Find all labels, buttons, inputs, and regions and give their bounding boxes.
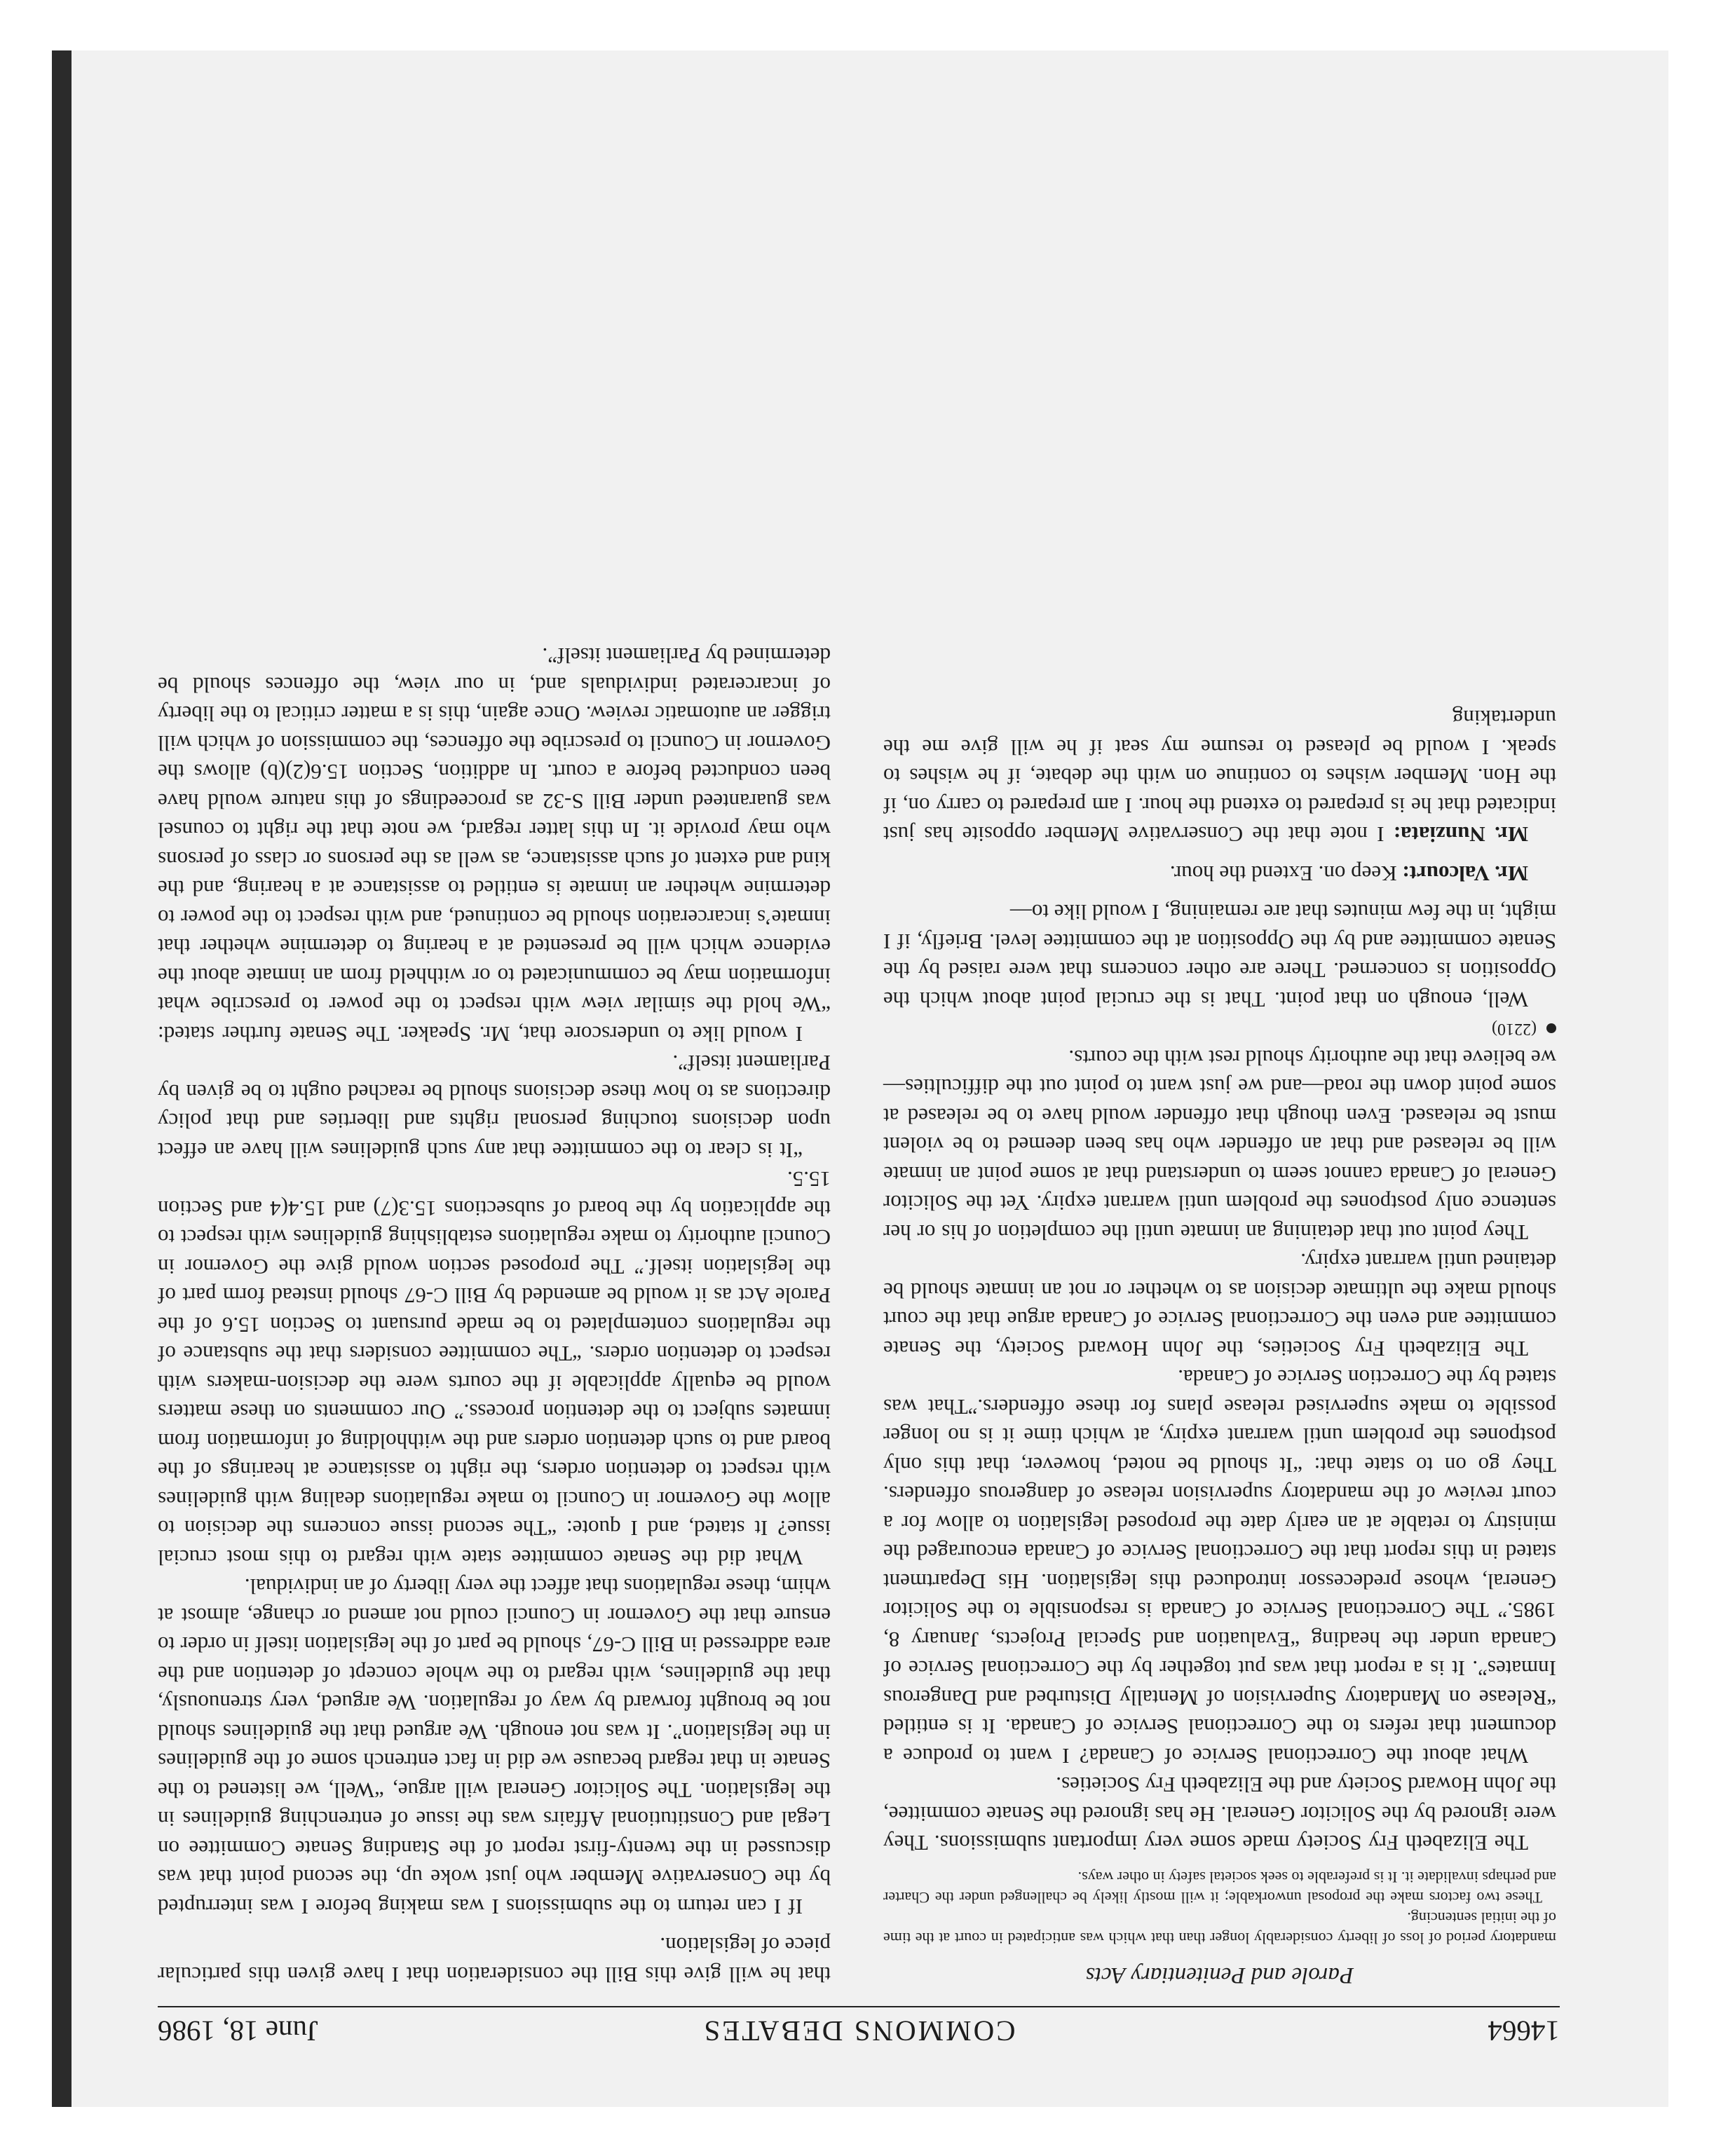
speaker-name: Mr. Nunziata: [1393, 822, 1528, 847]
quoted-note-line: mandatory period of loss of liberty considerably longer than that which was anticipated in court at the time of the initial sentencing. [883, 1909, 1556, 1948]
paragraph: They point out that detaining an inmate until the completion of his or her sentence only postpones the problem until warrant expiry. Yet the Solicitor General of Canada cannot seem to understand that at some point an inmate will be released and that an offender who has been deemed to be violent must be released. Even though that offender would have to be released at some point down the road—and we just want to point out the difficulties—we believe that the authority should rest with the courts. [883, 1046, 1556, 1245]
time-stamp [883, 1014, 1556, 1044]
sitting-date: June 18, 1986 [158, 2015, 318, 2047]
paragraph: that he will give this Bill the consideration that I have given this particular piece of legislation. [158, 1933, 831, 1987]
paragraph: If I can return to the submissions I was making before I was interrupted by the Conservative Member who just woke up, the second point that was discussed in the twenty-first report of the Standing Senate Committee on Legal and Constitutional Affairs was the issue of entrenching guidelines in the legislation. The Solicitor General will argue, “Well, we listened to the Senate in that regard because we did in fact entrench some of the guidelines in the legislation”. It was not enough. We argued that the guidelines should not be brought forward by way of regulation. We argued, very strenuously, that the guidelines, with regard to the whole concept of detention and the area addressed in Bill C-67, should be part of the legislation itself in order to ensure that the Governor in Council could not amend or change, almost at whim, these regulations that affect the very liberty of an individual. [158, 1574, 831, 1919]
page-header [158, 2006, 1560, 2049]
right-column [158, 641, 831, 1989]
paragraph: The Elizabeth Fry Society made some very important submissions. They were ignored by the Solicitor General. He has ignored the Senate committee, the John Howard Society and the Elizabeth Fry Societies. [883, 1773, 1556, 1856]
bullet-icon [1546, 1023, 1556, 1033]
paragraph: “It is clear to the committee that any such guidelines will have an effect upon decisions touching personal rights and liberties and that policy directions as to how these decisions should be reached ought to be given by Parliament itself”. [158, 1051, 831, 1163]
paragraph: What did the Senate committee state with regard to this most crucial issue? It stated, and I quote: “The second issue concerns the decision to allow the Governor in Council to make regulations dealing with guidelines with respect to detention orders, the right to assistance at hearings of the board and to such detention orders and the withholding of information from inmates subject to the detention process.” Our comments on these matters would be equally applicable if the courts were the decision-makers with respect to detention orders. “The committee considers that the substance of the regulations contemplated to be made pursuant to Section 15.6 of the Parole Act as it would be amended by Bill C-67 should instead form part of the legislation itself.” The proposed section would give the Governor in Council authority to make regulations establishing guidelines with respect to the application by the board of subsections 15.3(7) and 15.4(4 and Section 15.5. [158, 1167, 831, 1570]
interjection [883, 859, 1556, 889]
left-column [883, 704, 1556, 1989]
running-head: Parole and Penitentiary Acts [1085, 1963, 1354, 1988]
publication-title: COMMONS DEBATES [702, 2015, 1016, 2047]
scan-edge [52, 50, 72, 2107]
time-stamp-text: (2210) [1492, 1020, 1537, 1039]
paragraph: I would like to underscore that, Mr. Speaker. The Senate further stated: “We hold the similar view with respect to the power to prescribe what information may be communicated to or withheld from an inmate about the evidence which will be presented at a hearing to determine whether that inmate’s incarceration should be continued, and with respect to the power to determine whether an inmate is entitled to assistance at a hearing, and the kind and extent of such assistance, as well as the persons or class of persons who may provide it. In this latter regard, we note that the right to counsel was guaranteed under Bill S-32 as proceedings of this nature would have been conducted before a court. In addition, Section 15.6(2)(b) allows the Governor in Council to prescribe the offences, the commission of which will trigger an automatic review. Once again, this is a matter critical to the liberty of incarcerated individuals and, in our view, the offences should be determined by Parliament itself”. [158, 643, 831, 1046]
speech-text: Keep on. Extend the hour. [1169, 861, 1397, 886]
speaker-name: Mr. Valcourt: [1402, 861, 1528, 886]
speech [883, 704, 1556, 850]
paragraph: The Elizabeth Fry Societies, the John Howard Society, the Senate committee and even the Correctional Service of Canada argue that the court should make the ultimate decision as to whether or not an inmate should be detained until warrant expiry. [883, 1249, 1556, 1361]
speech-text: I note that the Conservative Member opposite has just indicated that he is prepared to extend the hour. I am prepared to carry on, if the Hon. Member wishes to continue on with the debate, if he wishes to speak. I would be pleased to resume my seat if he will give me the undertaking [883, 706, 1556, 847]
paragraph: What about the Correctional Service of Canada? I want to produce a document that refers to the Correctional Service of Canada. It is entitled “Release on Mandatory Supervision of Mentally Disturbed and Dangerous Inmates”. It is a report that was put together by the Correctional Service of Canada under the heading “Evaluation and Special Projects, January 8, 1985.” The Correctional Service of Canada is responsible to the Solicitor General, whose predecessor introduced this legislation. His Department stated in this report that the Correctional Service of Canada encouraged the ministry to retable at an early date the proposed legislation to allow for a court review of the mandatory supervision release of dangerous offenders. They go on to state that: “It should be noted, however, that this only postpones the problem until warrant expiry, at which time it is no longer possible to make supervised release plans for these offenders.”That was stated by the Correction Service of Canada. [883, 1365, 1556, 1768]
hansard-page [72, 50, 1668, 2107]
page-number: 14664 [1488, 2015, 1560, 2047]
paragraph: Well, enough on that point. That is the crucial point about which the Opposition is concerned. There are other concerns that were raised by the Senate committee and by the Opposition at the committee level. Briefly, if I might, in the few minutes that are remaining, I would like to— [883, 900, 1556, 1012]
quoted-note-line: These two factors make the proposal unworkable; it will mostly likely be challenged under the Charter and perhaps invalidate it. It is preferable to seek societal safety in other ways. [883, 1869, 1556, 1907]
